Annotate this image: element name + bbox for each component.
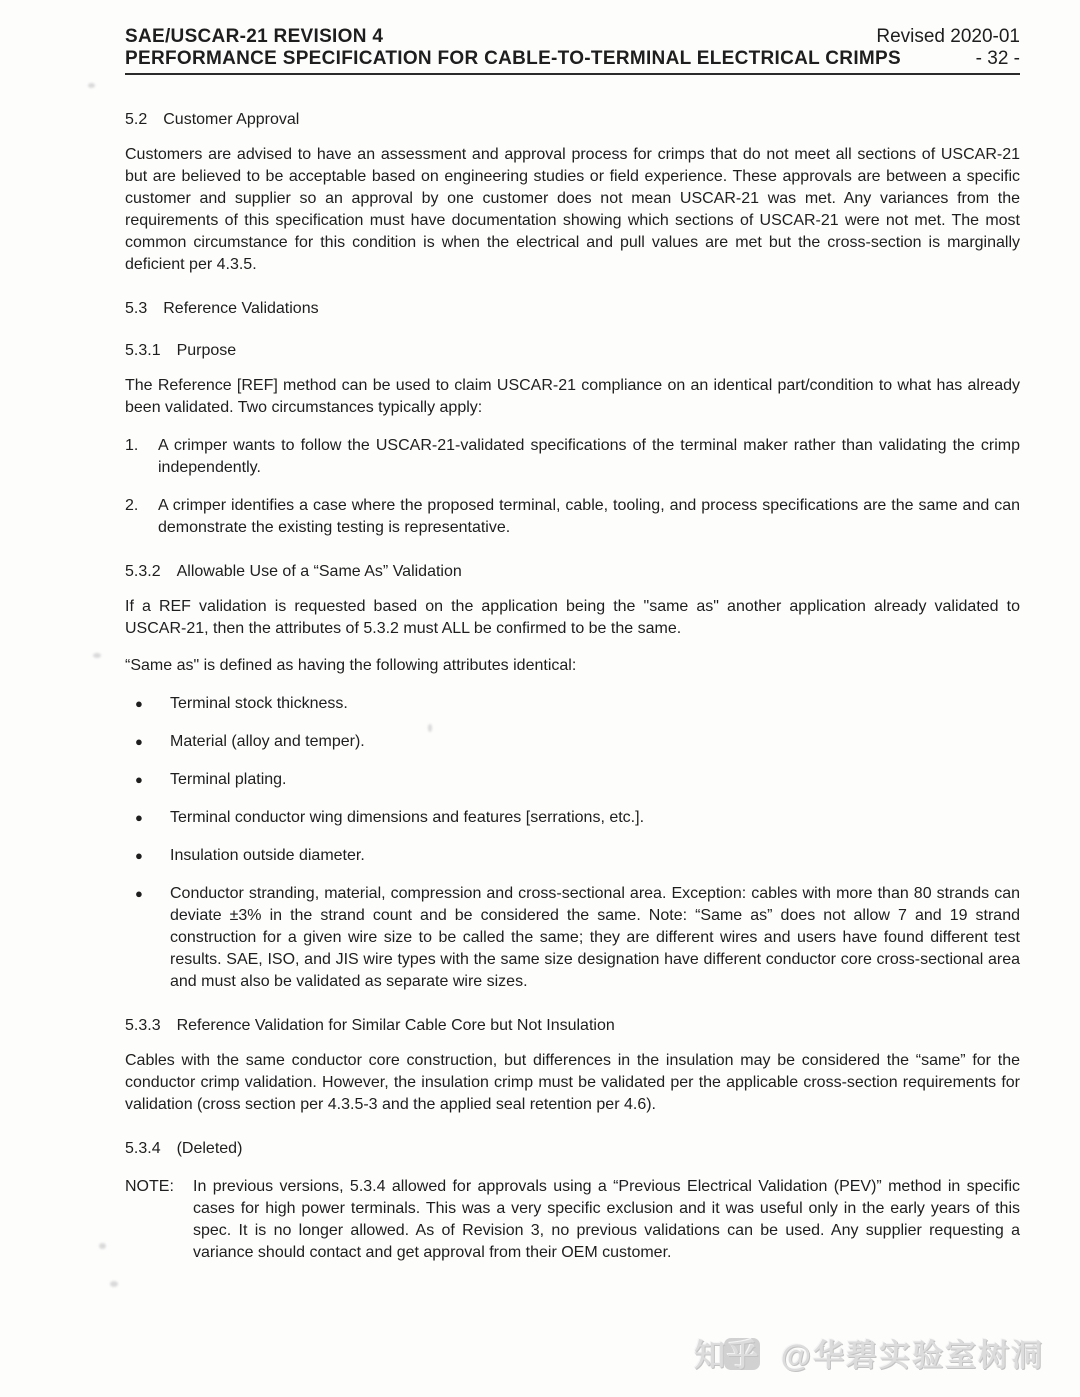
page-number: - 32 - (975, 48, 1020, 69)
scan-speck (93, 653, 101, 658)
section-heading-5-2 (125, 111, 1020, 129)
item-number: 1. (125, 437, 139, 454)
scan-speck (99, 1243, 106, 1249)
bullet-text: Terminal plating. (170, 771, 287, 788)
bullet-item (125, 693, 1020, 715)
section-number: 5.3 (125, 300, 148, 317)
bullet-text: Conductor stranding, material, compression and cross-sectional area. Exception: cables with more than 80 strands can deviate ±3% in the strand count and be considered the same. Note: “Same as” does not allow 7 and 19 strand construction for a given wire size to be called the same; they are different wires and users have found different test results. SAE, ISO, and JIS wire types with the same size designation have different conductor core cross-sectional area and must also be validated as separate wire sizes. (170, 885, 1020, 990)
paragraph-5-2: Customers are advised to have an assessment and approval process for crimps that do not meet all sections of USCAR-21 but are believed to be acceptable based on engineering studies or field experience. These approvals are between a specific customer and supplier so an approval by one customer does not mean USCAR-21 was met. Any variances from the requirements of this specification must have documentation showing which sections of USCAR-21 were not met. The most common circumstance for this condition is when the electrical and pull values are met but the cross-section is marginally deficient per 4.3.5. (125, 146, 1020, 273)
paragraph-5-3-3: Cables with the same conductor core construction, but differences in the insulation may be considered the “same” for the conductor crimp validation. However, the insulation crimp must be validated per the applicable cross-section requirements for validation (cross section per 4.3.5-3 and the applied seal retention per 4.6). (125, 1052, 1020, 1113)
bullet-icon: ● (135, 696, 143, 711)
section-title: Reference Validations (163, 300, 319, 317)
section-title: Reference Validation for Similar Cable Core but Not Insulation (176, 1017, 615, 1034)
section-number: 5.3.1 (125, 342, 161, 359)
section-number: 5.3.2 (125, 563, 161, 580)
section-title: Purpose (176, 342, 237, 359)
bullet-text: Terminal stock thickness. (170, 695, 348, 712)
section-title: Allowable Use of a “Same As” Validation (176, 563, 462, 580)
numbered-item-2 (125, 495, 1020, 539)
section-heading-5-3-2 (125, 563, 1020, 581)
note-block (125, 1176, 1020, 1264)
bullet-item (125, 883, 1020, 993)
zhihu-logo-icon (694, 1330, 760, 1375)
bullet-icon: ● (135, 772, 143, 787)
bullet-text: Terminal conductor wing dimensions and features [serrations, etc.]. (170, 809, 645, 826)
section-number: 5.2 (125, 111, 148, 128)
scan-speck (88, 83, 95, 88)
header-row-2 (125, 48, 1020, 75)
section-heading-5-3-1 (125, 342, 1020, 360)
watermark (694, 1330, 1044, 1375)
doc-title-line1: SAE/USCAR-21 REVISION 4 (125, 26, 384, 47)
bullet-item (125, 731, 1020, 753)
bullet-icon: ● (135, 886, 143, 901)
bullet-text: Material (alloy and temper). (170, 733, 365, 750)
section-number: 5.3.3 (125, 1017, 161, 1034)
note-label: NOTE: (125, 1178, 174, 1195)
section-title: (Deleted) (176, 1140, 243, 1157)
bullet-text: Insulation outside diameter. (170, 847, 365, 864)
bullet-icon: ● (135, 848, 143, 863)
note-text: In previous versions, 5.3.4 allowed for approvals using a “Previous Electrical Validation (PEV)” method in specific cases for high power terminals. This was a very specific exclusion and it was useful only in the early years of this spec. It is no longer allowed. As of Revision 3, no previous validations can be used. Any supplier requesting a variance should contact and get approval from their OEM customer. (193, 1178, 1020, 1261)
revision-date: Revised 2020-01 (876, 26, 1020, 47)
scan-speck (110, 1281, 118, 1287)
page-header (125, 26, 1020, 75)
bullet-item (125, 769, 1020, 791)
item-number: 2. (125, 497, 139, 514)
watermark-logo-text: 知乎 (694, 1338, 761, 1373)
scan-speck (428, 724, 432, 732)
doc-title-line2: PERFORMANCE SPECIFICATION FOR CABLE-TO-TERMINAL ELECTRICAL CRIMPS (125, 48, 901, 69)
numbered-item-1 (125, 435, 1020, 479)
paragraph-5-3-1: The Reference [REF] method can be used to claim USCAR-21 compliance on an identical part/condition to what has already been validated. Two circumstances typically apply: (125, 377, 1020, 416)
section-title: Customer Approval (163, 111, 300, 128)
section-heading-5-3 (125, 300, 1020, 318)
item-text: A crimper identifies a case where the proposed terminal, cable, tooling, and process specifications are the same and can demonstrate the existing testing is representative. (158, 497, 1020, 536)
paragraph-5-3-2-b: “Same as" is defined as having the following attributes identical: (125, 657, 577, 674)
item-text: A crimper wants to follow the USCAR-21-validated specifications of the terminal maker rather than validating the crimp independently. (158, 437, 1020, 476)
bullet-item (125, 807, 1020, 829)
bullet-item (125, 845, 1020, 867)
bullet-icon: ● (135, 810, 143, 825)
section-heading-5-3-4 (125, 1140, 1020, 1158)
section-heading-5-3-3 (125, 1017, 1020, 1035)
section-number: 5.3.4 (125, 1140, 161, 1157)
bullet-icon: ● (135, 734, 143, 749)
header-row-1 (125, 26, 1020, 48)
watermark-handle: @华碧实验室树洞 (780, 1338, 1044, 1373)
paragraph-5-3-2-a: If a REF validation is requested based on the application being the "same as" another application already validated to USCAR-21, then the attributes of 5.3.2 must ALL be confirmed to be the same. (125, 598, 1020, 637)
